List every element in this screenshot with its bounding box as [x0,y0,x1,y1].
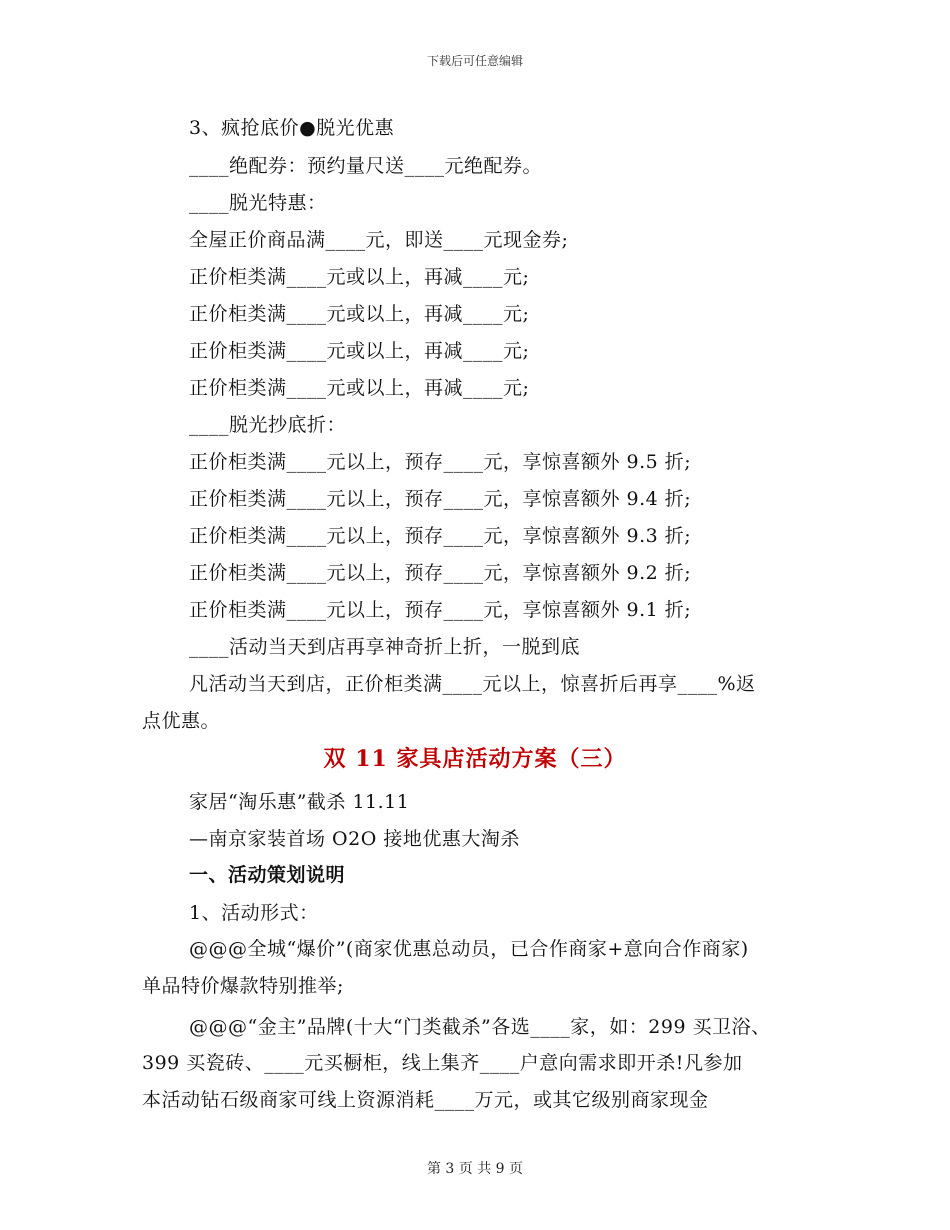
section-title: 双 11 家具店活动方案（三） [323,746,627,772]
page-header: 下载后可任意编辑 [426,54,523,68]
text-line: @@@“金主”品牌(十大“门类截杀”各选____家，如：299 买卫浴、 [189,1016,771,1038]
text-line: ____脱光抄底折： [189,414,347,436]
text-line: 凡活动当天到店，正价柜类满____元以上，惊喜折后再享____%返 [189,673,756,695]
text-line: 正价柜类满____元以上，预存____元，享惊喜额外 9.3 折; [189,525,692,547]
text-line: 全屋正价商品满____元，即送____元现金券; [189,229,569,251]
text-line: 本活动钻石级商家可线上资源消耗____万元，或其它级别商家现金 [142,1089,709,1111]
page-footer: 第 3 页 共 9 页 [426,1161,524,1177]
text-line: —南京家装首场 O2O 接地优惠大淘杀 [189,828,520,850]
text-line: 正价柜类满____元以上，预存____元，享惊喜额外 9.2 折; [189,562,692,584]
text-line: 正价柜类满____元或以上，再减____元; [189,303,530,325]
text-line: 单品特价爆款特别推举; [142,975,344,997]
text-line: 正价柜类满____元或以上，再减____元; [189,340,530,362]
text-line: 正价柜类满____元或以上，再减____元; [189,377,530,399]
text-line: @@@全城“爆价”(商家优惠总动员，已合作商家+意向合作商家) [189,938,749,960]
section-heading: 一、活动策划说明 [189,864,346,886]
text-line: ____绝配券：预约量尺送____元绝配券。 [189,155,543,177]
text-line: 399 买瓷砖、____元买橱柜，线上集齐____户意向需求即开杀!凡参加 [142,1052,743,1074]
text-line: 家居“淘乐惠”截杀 11.11 [189,791,410,813]
text-line: 点优惠。 [142,710,221,732]
text-line: ____活动当天到店再享神奇折上折，一脱到底 [189,636,581,658]
text-line: 正价柜类满____元或以上，再减____元; [189,266,530,288]
text-line: 正价柜类满____元以上，预存____元，享惊喜额外 9.5 折; [189,451,692,473]
text-line: 正价柜类满____元以上，预存____元，享惊喜额外 9.1 折; [189,599,692,621]
section-heading: 3、疯抢底价●脱光优惠 [189,117,395,139]
text-line: ____脱光特惠： [189,192,327,214]
text-line: 1、活动形式： [189,902,319,924]
text-line: 正价柜类满____元以上，预存____元，享惊喜额外 9.4 折; [189,488,692,510]
